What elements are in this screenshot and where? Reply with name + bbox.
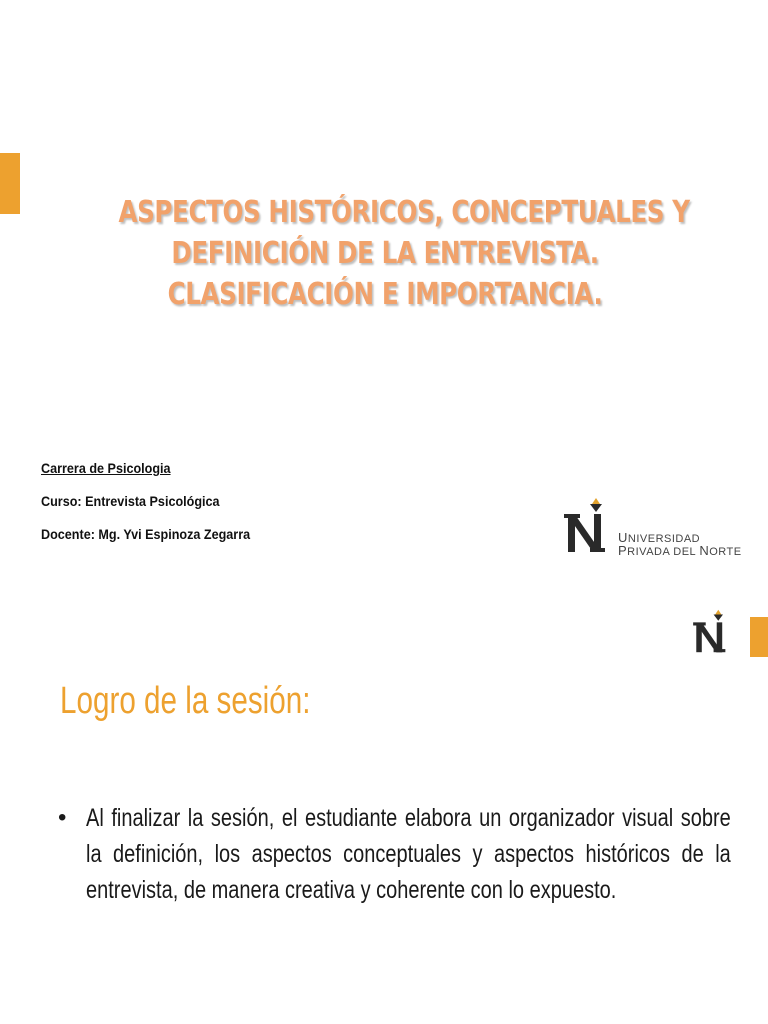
upn-logo-icon	[690, 600, 734, 662]
objective-slide	[0, 580, 768, 1024]
title-line: ASPECTOS HISTÓRICOS, CONCEPTUALES Y	[118, 195, 690, 230]
objective-text: Al finalizar la sesión, el estudiante elabora un organizador visual sobre la definición, los aspectos conceptuales y aspectos históricos de la entrevista, de manera creativa y coherente con lo expuesto.	[86, 804, 731, 904]
university-logo	[560, 490, 752, 560]
session-heading: Logro de la sesión:	[60, 680, 311, 722]
title-line: CLASIFICACIÓN E IMPORTANCIA.	[167, 277, 603, 312]
slide-title	[118, 192, 690, 315]
title-line: DEFINICIÓN DE LA ENTREVISTA.	[171, 236, 599, 271]
accent-bar	[750, 617, 768, 657]
upn-logo-icon	[560, 490, 616, 560]
university-name: UNIVERSIDAD PRIVADA DEL NORTE	[618, 530, 742, 558]
teacher-label: Docente: Mg. Yvi Espinoza Zegarra	[41, 526, 251, 542]
accent-bar	[0, 153, 20, 214]
course-label: Curso: Entrevista Psicológica	[41, 493, 220, 509]
bullet-icon: •	[58, 804, 67, 831]
career-label: Carrera de Psicologia	[41, 460, 171, 476]
course-info	[41, 458, 250, 557]
